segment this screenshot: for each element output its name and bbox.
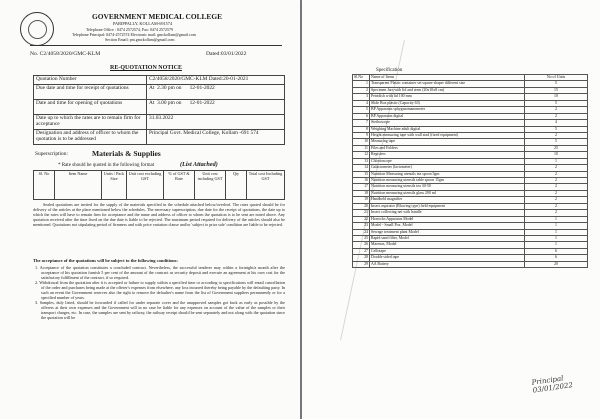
item-units: 2	[525, 132, 588, 138]
item-units: 2	[525, 178, 588, 184]
item-name: Registers	[370, 152, 525, 158]
column-header-name: Name of Items	[370, 75, 525, 81]
row-label: Date up to which the rates are to remain firm for acceptance	[34, 115, 147, 130]
condition-item: 1. Acceptance of the quotation constitutes a concluded contract. Nevertheless, the successful tenderer may within a fortnight/a month after the acceptance of his quotation furnish 5 per cent of the amount of the contract as security deposit and execute an agreement at his own cost for the satisfactory fulfillment of the contract, if so required.	[35, 265, 285, 280]
item-name: BP Apparatus digital	[370, 113, 525, 119]
conditions-list	[33, 266, 285, 321]
item-units: 4	[525, 120, 588, 126]
item-sl: 12	[353, 152, 370, 158]
item-name: Chlorioscope	[370, 158, 525, 164]
principal-signature: Principal 03/01/2022	[531, 374, 574, 395]
item-name: Nutrition measuring utensils table spoon 15gm	[370, 178, 525, 184]
row-label: Designation and address of officer to whom the quotation is to be addressed	[34, 130, 147, 145]
conditions-title: The acceptance of the quotations will be subject to the following conditions:	[33, 258, 178, 263]
item-units: 2	[525, 203, 588, 209]
item-name: Weighing Machine adult digital	[370, 126, 525, 132]
condition-item: 3. Samples, duly listed, should be forwarded if called for under separate cover and the unapproved samples got back as early as possible by the offerers at their own expenses and the Government will in no case be liable for any expenses on account of the value of the samples or their transport charges, etc. In case, the samples are sent by railway, the railway receipt should be sent separately and not along with the quotation since the quotation will be	[35, 300, 285, 321]
specification-page	[302, 0, 600, 419]
item-units: 15	[525, 87, 588, 93]
item-units: 1	[525, 223, 588, 229]
item-name: Cellotape	[370, 248, 525, 254]
rate-format-table	[33, 170, 285, 200]
row-value: Principal Govt. Medical College, Kollam -691 574	[147, 130, 285, 145]
item-name: Nutrition measuring utensils glass 200 ml	[370, 190, 525, 196]
table-row	[34, 85, 285, 100]
item-sl: 15	[353, 171, 370, 177]
item-sl: 13	[353, 158, 370, 164]
item-units: 2	[525, 113, 588, 119]
rate-format-note: * Rate should be quoted in the following format	[58, 163, 155, 168]
college-name: GOVERNMENT MEDICAL COLLEGE	[92, 12, 223, 21]
item-units: 10	[525, 152, 588, 158]
specification-title: Specification	[376, 68, 403, 73]
item-sl: 14	[353, 165, 370, 171]
quotation-details-table	[33, 75, 285, 145]
item-sl: 6	[353, 113, 370, 119]
row-value: C2/4058/2020/GMC-KLM Dated:20-01-2021	[147, 76, 285, 85]
superscription-label: Superscription:	[35, 151, 68, 157]
notice-date: Dated:03/01/2022	[206, 51, 247, 57]
item-sl: 11	[353, 145, 370, 151]
item-name: Handheld magnifier	[370, 197, 525, 203]
reference-number: No. C2/4058/2020/GMC-KLM	[30, 51, 101, 57]
table-header-row	[34, 171, 285, 200]
item-units: 5	[525, 139, 588, 145]
item-sl: 9	[353, 132, 370, 138]
row-value: 31.03.2022	[147, 115, 285, 130]
notice-body	[33, 203, 285, 229]
item-units: 1	[525, 158, 588, 164]
item-name: Insect aspirator (Blowing type) field equipment	[370, 203, 525, 209]
item-sl: 28	[353, 255, 370, 261]
item-units: 25	[525, 145, 588, 151]
item-name: AA Battery	[370, 261, 525, 267]
column-header: Total cost Including GST	[247, 171, 285, 200]
table-row	[34, 115, 285, 130]
item-name: Marenas, Model	[370, 242, 525, 248]
item-name: Model - Small Pox, Model	[370, 223, 525, 229]
specification-table	[352, 74, 588, 268]
item-units: 2	[525, 197, 588, 203]
item-units: 5	[525, 100, 588, 106]
table-row	[34, 130, 285, 145]
item-units: 2	[525, 171, 588, 177]
item-name: Petridish with lid 100 mm	[370, 94, 525, 100]
college-place: PARIPPALLY, KOLLAM-691574	[113, 21, 173, 26]
item-sl: 27	[353, 248, 370, 254]
item-name: Insect collecting net with handle	[370, 210, 525, 216]
item-sl: 10	[353, 139, 370, 145]
item-sl: 21	[353, 210, 370, 216]
condition-item: 2. Withdrawal from the quotation after it is accepted or failure to supply within a specified time or according to specifications will entail cancellation of the order and purchases being made at the offerer's expenses from elsewhere, any loss incurred thereby being payable by the defaulting party. In such an event the Government reserves also the right to remove the defaulter's name from the list of Government suppliers permanently or for a specified number of years.	[35, 280, 285, 300]
item-units: 2	[525, 184, 588, 190]
item-units: 2	[525, 165, 588, 171]
item-units: 10	[525, 94, 588, 100]
item-sl: 24	[353, 229, 370, 235]
column-header: Unit cost excluding GST	[127, 171, 164, 200]
item-name: Nutrition measuring utensils tea 30-50	[370, 184, 525, 190]
column-header: Unit cost including GST	[195, 171, 226, 200]
item-units: 1	[525, 235, 588, 241]
item-units: 1	[525, 242, 588, 248]
item-name: Files and Folders	[370, 145, 525, 151]
notice-title: RE-QUOTATION NOTICE	[110, 65, 182, 71]
item-name: Slide Box plastic (Capacity 63)	[370, 100, 525, 106]
header-divider	[30, 45, 282, 46]
item-units: 2	[525, 107, 588, 113]
item-sl: 26	[353, 242, 370, 248]
item-sl: 22	[353, 216, 370, 222]
column-header-sl: Sl.No	[353, 75, 370, 81]
item-units: 6	[525, 255, 588, 261]
column-header: % of GST & Rate	[164, 171, 195, 200]
table-row	[34, 100, 285, 115]
column-header: Units / Pack Size	[102, 171, 127, 200]
item-name: Specimen Jars with lid and stem (20x10x8 cm)	[370, 87, 525, 93]
item-units: 2	[525, 190, 588, 196]
row-label: Date and time for opening of quotations	[34, 100, 147, 115]
item-name: Stethoscope	[370, 120, 525, 126]
item-sl: 18	[353, 190, 370, 196]
item-sl: 2	[353, 87, 370, 93]
item-name: Measuring tape	[370, 139, 525, 145]
column-header: Qty	[226, 171, 247, 200]
item-name: Double sided tape	[370, 255, 525, 261]
row-label: Quotation Number	[34, 76, 147, 85]
item-sl: 3	[353, 94, 370, 100]
list-attached-label: (List Attached)	[180, 161, 218, 168]
item-name: Galactometer (lactometer)	[370, 165, 525, 171]
table-row	[353, 261, 588, 267]
college-seal-logo	[20, 12, 54, 46]
item-sl: 29	[353, 261, 370, 267]
item-units: 5	[525, 126, 588, 132]
item-sl: 17	[353, 184, 370, 190]
item-name: Nutrition Measuring utensils tea spoon 5gm	[370, 171, 525, 177]
superscription-value: Materials & Supplies	[92, 149, 161, 158]
item-sl: 7	[353, 120, 370, 126]
row-value: At 3.00 pm on 12-01-2022	[147, 100, 285, 115]
item-sl: 5	[353, 107, 370, 113]
item-units: 2	[525, 210, 588, 216]
item-name: Rapid sand filter, Model	[370, 235, 525, 241]
item-units: 1	[525, 229, 588, 235]
column-header: Sl. No	[34, 171, 55, 200]
item-sl: 4	[353, 100, 370, 106]
item-name: Height measuring tape with wall stad (fixed equipment)	[370, 132, 525, 138]
item-name: BP Apparatus sphygmomanometer	[370, 107, 525, 113]
item-sl: 20	[353, 203, 370, 209]
item-sl: 23	[353, 223, 370, 229]
row-value: At 2.30 pm on 12-01-2022	[147, 85, 285, 100]
item-units: 20	[525, 261, 588, 267]
item-units: 1	[525, 216, 588, 222]
column-header: Item Name	[55, 171, 102, 200]
item-units: 6	[525, 248, 588, 254]
column-header-units: No of Units	[525, 75, 588, 81]
item-sl: 16	[353, 178, 370, 184]
item-name: Horrocks Apparatus Model	[370, 216, 525, 222]
row-label: Due date and time for receipt of quotations	[34, 85, 147, 100]
item-sl: 25	[353, 235, 370, 241]
item-sl: 1	[353, 81, 370, 87]
item-name: Sewage treatment plant Model	[370, 229, 525, 235]
section-email: Section Email: pm.gmckollam@gmail.com	[105, 37, 175, 42]
item-name: Transparent Plastic container set square shaper different size	[370, 81, 525, 87]
principal-phone: Telephone Principal: 0474-2572574 Electronic mail: gmckollam@gmail.com	[72, 32, 196, 37]
item-units: 5	[525, 81, 588, 87]
item-sl: 8	[353, 126, 370, 132]
item-sl: 19	[353, 197, 370, 203]
table-row	[34, 76, 285, 85]
body-paragraph: Sealed quotations are invited for the supply of the materials specified in the schedule attached below/overleaf. The rates quoted should be for delivery of the articles at the place mentioned below the schedules. The necessary superscription, due date for the receipt of quotations, the date up to which the rates will have to remain firm for acceptance and the name and address of officer to whom the quotation is to be sent are noted above. Any quotation received after the time fixed on the due date is liable to be rejected. The maximum period required for delivery of the articles should also be mentioned. Quotations not stipulating period of firmness and with price variation clause and/or 'subject to prior sale' condition are liable to be rejected.	[33, 202, 285, 227]
office-phone: Telephone Office : 0474 2572574, Fax: 0474 2572579	[86, 27, 173, 32]
